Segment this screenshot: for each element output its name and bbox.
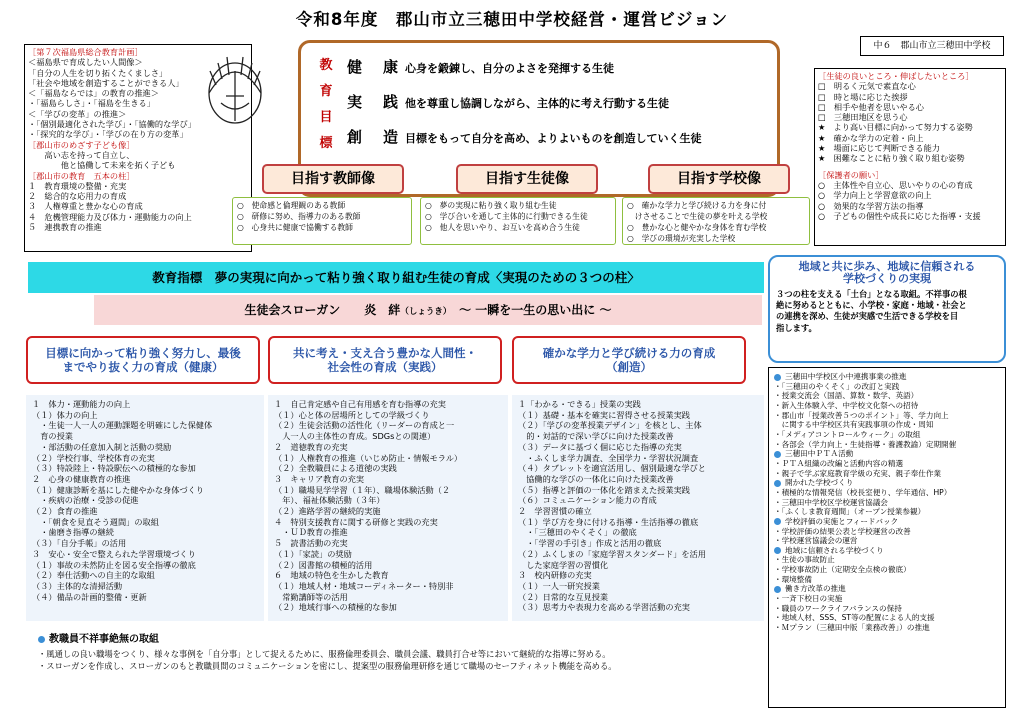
detail-line: ６ 地域の特色を生かした教育 — [274, 570, 389, 581]
goal-row-creation: 創 造 目標をもって自分を高め、よりよいものを創造していく生徒 — [347, 128, 702, 146]
detail-line: （１）体力の向上 — [32, 409, 98, 420]
misconduct-prevention-section — [8, 632, 760, 708]
detail-line: 人一人の主体性の育成。SDGsとの関連） — [274, 431, 436, 442]
detail-line: （２）日常的な互見授業 — [518, 591, 609, 602]
detail-line: ・ふくしま学力調査、全国学力・学習状況調査 — [518, 452, 699, 463]
plan-line: ・「探究的な学び」・「学びの在り方の変革」 — [28, 129, 188, 140]
section-heading: ［郡山市のめざす子ども像］ — [28, 139, 135, 150]
detail-line: １ 自己肯定感や自己有用感を育む指導の充実 — [274, 399, 446, 409]
detail-line: ・疾病の治療・受診の促進 — [32, 495, 139, 506]
plan-line: 「自分の人生を切り拓くたくましさ」 — [28, 67, 168, 78]
detail-line: 協働的な学びの一体化に向けた授業改善 — [518, 473, 674, 484]
strength-line: ★ 確かな学力の定着・向上 — [818, 132, 924, 143]
aim-item: ○ 豊かな心と健やかな身体を育む学校 — [627, 223, 767, 232]
community-trust-description — [776, 289, 998, 334]
detail-line: 常勤講師等の活用 — [274, 591, 348, 602]
aim-item: ○ 心身共に健康で協働する教師 — [237, 223, 353, 232]
initiative-heading: 働き方改革の推進 — [774, 584, 1000, 594]
strength-line: ★ より高い目標に向かって努力する姿勢 — [818, 122, 973, 133]
detail-line: （２）地域行事への積極的な参加 — [274, 602, 397, 613]
pillar-practice-details — [268, 395, 508, 621]
aim-item: ○ 学び合いを通して主体的に行動できる生徒 — [425, 212, 588, 221]
detail-line: ３ 校内研修の充実 — [518, 570, 592, 581]
plan-line: 他と協働して未来を拓く子ども — [28, 160, 176, 171]
detail-line: （２）食育の推進 — [32, 506, 98, 517]
detail-line: １「わかる・できる」授業の実践 — [518, 399, 641, 409]
pillar-practice: 共に考え・支え合う豊かな人間性・ 社会性の育成（実践） — [268, 336, 502, 384]
strength-line: ○ 効果的な学習方法の指導 — [818, 200, 924, 211]
detail-line: （２）図書館の積極的活用 — [274, 559, 373, 570]
detail-line: した家庭学習の習慣化 — [518, 559, 609, 570]
aim-item: けさせることで生徒の夢を叶える学校 — [627, 212, 768, 221]
section-heading: ［保護者の願い］ — [818, 169, 884, 180]
bullet-icon — [38, 636, 45, 643]
detail-line: （３）「自分手帳」の活用 — [32, 538, 127, 549]
detail-line: ２ 道徳教育の充実 — [274, 441, 348, 452]
detail-line: （３）データに基づく個に応じた指導の充実 — [518, 441, 682, 452]
detail-line: （１）職場見学学習（１年）、職場体験活動（２ — [274, 484, 451, 495]
detail-line: ・部活動の任意加入制と活動の奨励 — [32, 441, 172, 452]
student-strengths-parent-wishes-box — [814, 68, 1006, 246]
initiative-item: ・「三穂田のやくそく」の改訂と実践 — [774, 381, 900, 391]
initiative-item: ・生徒の事故防止 — [774, 555, 835, 565]
aim-item: ○ 学びの環境が充実した学校 — [627, 234, 736, 243]
section-heading: ［郡山市の教育 五本の柱］ — [28, 170, 135, 181]
misconduct-prevention-line: ・スローガンを作成し、スローガンのもと教職員間のコミュニケーションを密にし、提案型の服務倫理研修を通じて職場のセーフティネット機能を高める。 — [38, 661, 617, 671]
goal-row-practice: 実 践 他を尊重し協調しながら、主体的に考え行動する生徒 — [347, 93, 669, 111]
detail-line: （２）全教職員による道徳の実践 — [274, 463, 397, 474]
school-code-box: 中６ 郡山市立三穂田中学校 — [860, 36, 1004, 56]
initiative-item: ・学校運営協議会の運営 — [774, 536, 858, 546]
detail-line: ２ 学習習慣の確立 — [518, 506, 592, 517]
aim-item: ○ 夢の実現に粘り強く取り組む生徒 — [425, 201, 557, 210]
education-indicator-banner: 教育指標 夢の実現に向かって粘り強く取り組む生徒の育成〈実現のための３つの柱〉 — [28, 262, 764, 293]
detail-line: 的・対話的で深い学びに向けた授業改善 — [518, 431, 674, 442]
initiative-item: ・学校事故防止（定期安全点検の徹底） — [774, 565, 911, 575]
initiative-heading: 三穂田中ＰＴＡ活動 — [774, 449, 1000, 459]
strength-line: □ 三穂田地区を思う心 — [818, 112, 908, 123]
initiative-item: ・親子で学ぶ家庭教育学級の充実、親子奉仕作業 — [774, 468, 942, 478]
bullet-icon — [774, 586, 781, 593]
ideal-student-title: 目指す生徒像 — [456, 164, 598, 194]
plan-line: ５ 連携教育の推進 — [28, 222, 102, 233]
plan-line: 「社会や地域を創造することができる人」 — [28, 77, 184, 88]
community-initiatives-list — [768, 367, 1006, 708]
strength-line: □ 時と場に応じた挨拶 — [818, 91, 908, 102]
detail-line: ・「学習の手引き」作成と活用の徹底 — [518, 538, 662, 549]
strength-line: ★ 困難なことに粘り強く取り組む姿勢 — [818, 153, 965, 164]
detail-line: （１）人権教育の推進（いじめ防止・情報モラル） — [274, 452, 463, 463]
strength-line: □ 相手や他者を思いやる心 — [818, 101, 924, 112]
detail-line: （２）進路学習の継続的実施 — [274, 506, 381, 517]
detail-line: （２）ふくしまの「家庭学習スタンダード」を活用 — [518, 548, 706, 559]
plan-line: ４ 危機管理能力及び体力・運動能力の向上 — [28, 211, 192, 222]
detail-line: ４ 特別支援教育に関する研修と実践の充実 — [274, 516, 438, 527]
bullet-icon — [774, 480, 781, 487]
misconduct-prevention-line: ・風通しの良い職場をつくり、様々な事例を「自分事」として捉えるために、服務倫理委員会、職員会議、職員打合せ等において継続的な指導に努める。 — [38, 649, 611, 659]
description-line: 指します。 — [776, 322, 817, 333]
detail-line: （２）奉仕活動への自主的な取組 — [32, 570, 155, 581]
detail-line: （６）コミュニケーション能力の育成 — [518, 495, 657, 506]
detail-line: （３）主体的な清掃活動 — [32, 580, 123, 591]
bullet-icon — [774, 374, 781, 381]
detail-line: （１）基礎・基本を確実に習得させる授業実践 — [518, 409, 690, 420]
detail-line: （１）地域人材・地域コーディネーター・特別非 — [274, 580, 454, 591]
detail-line: ・歯磨き指導の継続 — [32, 527, 114, 538]
detail-line: （１）健康診断を基にした健やかな身体づくり — [32, 484, 204, 495]
detail-line: 育の授業 — [32, 431, 73, 442]
detail-line: ・ＵＤ教育の推進 — [274, 527, 348, 538]
plan-line: ＜「学びの変革」の推進＞ — [28, 108, 127, 119]
detail-line: （１）心と体の居場所としての学級づくり — [274, 409, 430, 420]
education-goals-vertical-label: 教 育 目 標 — [319, 58, 333, 151]
initiative-item: ・各部会（学力向上・生徒指導・養護教諭）定期開催 — [774, 439, 957, 449]
plan-line: ・「福島らしさ」・「福島を生きる」 — [28, 98, 155, 109]
detail-line: （３）特設陸上・特設駅伝への積極的な参加 — [32, 463, 196, 474]
initiative-item: ・積極的な情報発信（校長室便り、学年通信、HP） — [774, 487, 952, 497]
detail-line: （１）一人一研究授業 — [518, 580, 600, 591]
community-trust-box: 地域と共に歩み、地域に信頼される 学校づくりの実現 ３つの柱を支える「土台」となる取組。不祥事の根 絶に努めるとともに、小学校・家庭・地域・社会と の連携を深め、生徒が実感で生活できる学校を目 指します。 — [768, 255, 1006, 363]
detail-line: ３ 安心・安全で整えられた学習環境づくり — [32, 548, 196, 559]
pillar-creation: 確かな学力と学び続ける力の育成 （創造） — [512, 336, 746, 384]
student-council-slogan: 生徒会スローガン 炎 絆（しょうき） 〜 一瞬を一生の思い出に 〜 — [94, 295, 762, 325]
initiative-heading: 開かれた学校づくり — [774, 478, 1000, 488]
misconduct-prevention-heading: 教職員不祥事絶無の取組 — [8, 632, 760, 648]
strength-line: ★ 場面に応じて判断できる能力 — [818, 143, 940, 154]
strength-line: ○ 主体性や自立心、思いやりの心の育成 — [818, 179, 973, 190]
initiative-item: に関する中学校区共有実践事項の作成・周知 — [774, 420, 934, 430]
bullet-icon — [774, 547, 781, 554]
section-heading: ［第７次福島県総合教育計画］ — [28, 47, 143, 57]
aim-item: ○ 使命感と倫理観のある教師 — [237, 201, 346, 210]
goal-row-health: 健 康 心身を鍛錬し、自分のよさを発揮する生徒 — [347, 58, 614, 76]
aim-item: ○ 研修に努め、指導力のある教師 — [237, 212, 361, 221]
description-line: ３つの柱を支える「土台」となる取組。不祥事の根 — [776, 289, 967, 299]
detail-line: １ 体力・運動能力の向上 — [32, 399, 131, 409]
plan-line: １ 教育環境の整備・充実 — [28, 180, 127, 191]
detail-line: ・「三穂田のやくそく」の徹底 — [518, 527, 637, 538]
section-heading: ［生徒の良いところ・伸ばしたいところ］ — [818, 71, 974, 81]
plan-line: 高い志を持って自立し、 — [28, 149, 135, 160]
ideal-school-title: 目指す学校像 — [648, 164, 790, 194]
detail-line: ２ 心身の健康教育の推進 — [32, 473, 131, 484]
initiative-item: ・学校評価の結果公表と学校運営の改善 — [774, 526, 911, 536]
initiative-item: ・三穂田中学校区学校運営協議会 — [774, 497, 888, 507]
pillar-creation-details — [512, 395, 764, 621]
detail-line: 年）、福祉体験活動（３年） — [274, 495, 385, 506]
plan-line: ＜福島県で育成したい人間像＞ — [28, 57, 143, 68]
initiative-item: ・ＰＴＡ組織の改編と活動内容の精選 — [774, 458, 904, 468]
detail-line: ３ キャリア教育の充実 — [274, 473, 365, 484]
description-line: 絶に努めるとともに、小学校・家庭・地域・社会と — [776, 300, 967, 311]
detail-line: （２）学校行事、学校体育の充実 — [32, 452, 155, 463]
pillar-health-details — [26, 395, 264, 621]
detail-line: （１）「家読」の奨励 — [274, 548, 352, 559]
initiative-item: ・地域人材、SSS、ST等の配置による人的支援 — [774, 613, 935, 623]
ideal-school-list — [622, 197, 810, 245]
detail-line: （３）思考力や表現力を高める学習活動の充実 — [518, 602, 690, 613]
initiative-item: ・「メディアコントロールウィーク」の取組 — [774, 429, 921, 439]
initiative-item: ・郡山市「授業改善５つのポイント」等、学力向上 — [774, 410, 949, 420]
school-emblem-icon — [176, 41, 294, 141]
initiative-item: ・新入生体験入学、中学校文化祭への招待 — [774, 400, 919, 410]
detail-line: ・生徒一人一人の運動課題を明確にした保健体 — [32, 420, 213, 431]
detail-line: （４）備品の計画的整備・更新 — [32, 591, 147, 602]
initiative-item: ・授業交流会（国語、算数・数学、英語） — [774, 391, 919, 401]
strength-line: ○ 学力向上と学習意欲の向上 — [818, 190, 932, 201]
bullet-icon — [774, 518, 781, 525]
initiative-heading: 学校評価の実施とフィードバック — [774, 517, 1000, 527]
detail-line: （２）「学びの変革授業デザイン」を核とし、主体 — [518, 420, 702, 431]
initiative-heading: 地域に信頼される学校づくり — [774, 546, 1000, 556]
page-title: 令和8年度 郡山市立三穂田中学校経営・運営ビジョン — [295, 10, 729, 29]
detail-line: （１）学び方を身に付ける指導・生活指導の徹底 — [518, 516, 699, 527]
ideal-teacher-title: 目指す教師像 — [262, 164, 404, 194]
detail-line: （５）指導と評価の一体化を踏まえた授業実践 — [518, 484, 690, 495]
plan-line: ２ 総合的な応用力の育成 — [28, 191, 127, 202]
description-line: の連携を深め、生徒が実感で生活できる学校を目 — [776, 311, 959, 322]
strength-line: ○ 子どもの個性や成長に応じた指導・支援 — [818, 210, 981, 221]
plan-line: ・「個別最適化された学び」・「協働的な学び」 — [28, 119, 196, 130]
bullet-icon — [774, 451, 781, 458]
plan-line: ＜「福島ならでは」の教育の推進＞ — [28, 88, 159, 99]
ideal-teacher-list — [232, 197, 412, 245]
pillar-health: 目標に向かって粘り強く努力し、最後 までやり抜く力の育成（健康） — [26, 336, 260, 384]
initiative-item: ・Ｍプラン（三穂田中版「業務改善」）の推進 — [774, 623, 930, 633]
detail-line: （２）生徒会活動の活性化（リーダーの育成と一 — [274, 420, 455, 431]
initiative-item: ・一斉下校日の実施 — [774, 594, 843, 604]
detail-line: （４）タブレットを適宜活用し、個別最適な学びと — [518, 463, 706, 474]
plan-line: ３ 人権尊重と豊かな心の育成 — [28, 201, 143, 212]
detail-line: ・「朝食を見直そう週間」の取組 — [32, 516, 159, 527]
initiative-heading: 三穂田中学校区小中連携事業の推進 — [774, 372, 1000, 382]
initiative-item: ・環境整備 — [774, 574, 812, 584]
ideal-student-list — [420, 197, 616, 245]
detail-line: （１）事故の未然防止を図る安全指導の徹底 — [32, 559, 196, 570]
initiative-item: ・職員のワークライフバランスの保持 — [774, 603, 902, 613]
detail-line: ５ 読書活動の充実 — [274, 538, 348, 549]
aim-item: ○ 確かな学力と学び続ける力を身に付 — [627, 201, 767, 210]
aim-item: ○ 他人を思いやり、お互いを高め合う生徒 — [425, 223, 580, 232]
initiative-item: ・「ふくしま教育週間」（オープン授業参観） — [774, 507, 926, 517]
strength-line: □ 明るく元気で素直な心 — [818, 81, 916, 92]
